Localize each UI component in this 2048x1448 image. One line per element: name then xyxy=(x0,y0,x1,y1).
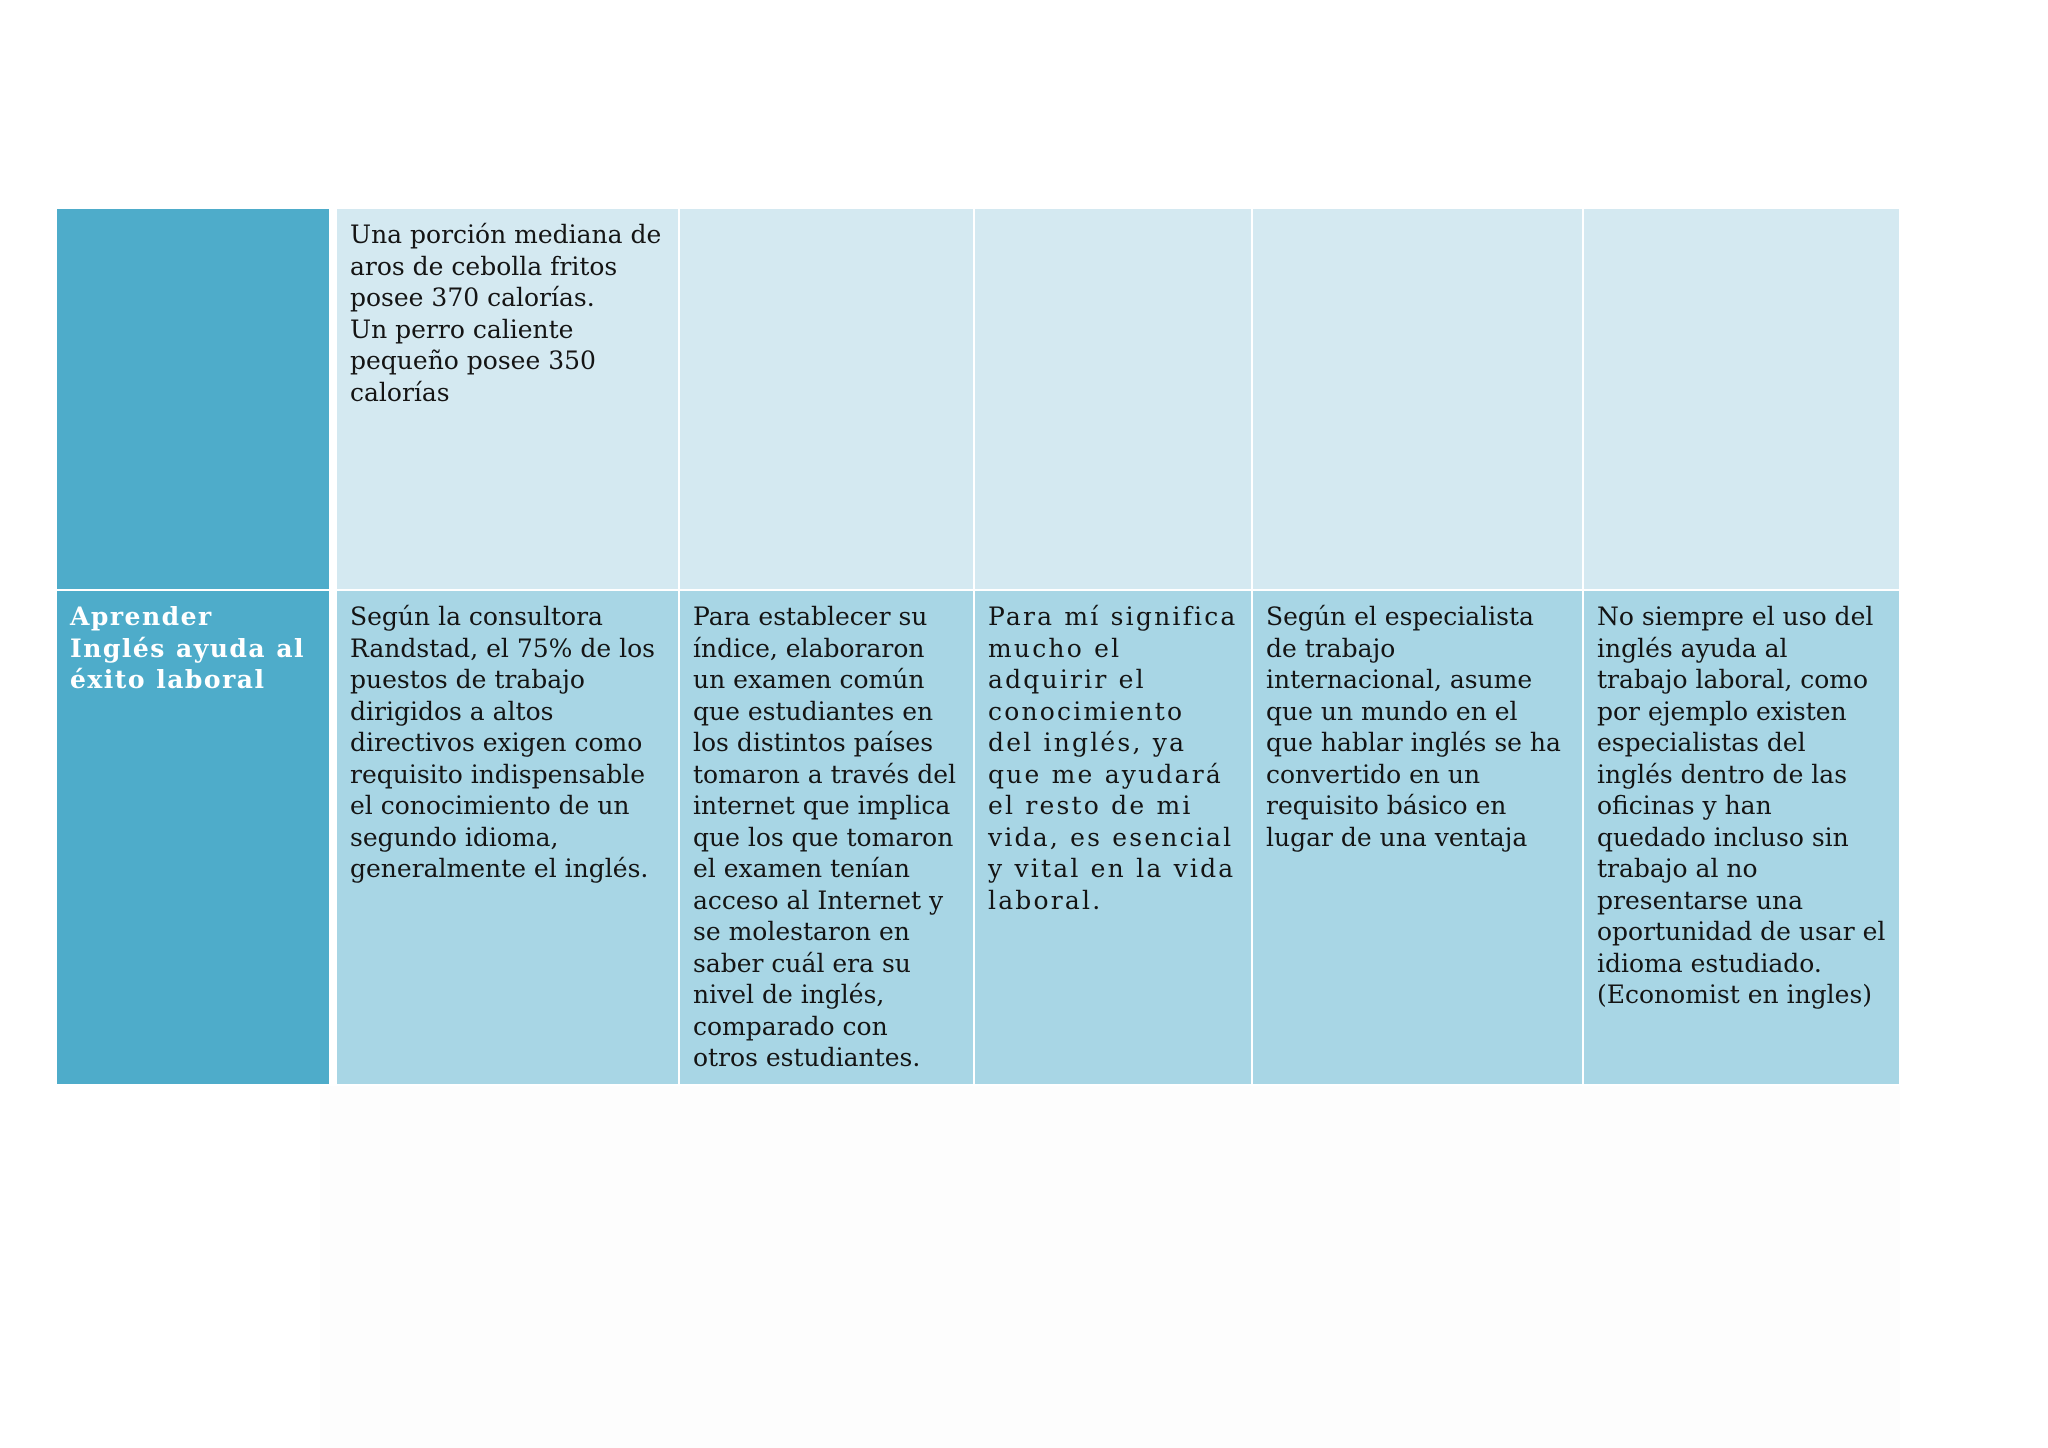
page-background-band xyxy=(320,1060,1900,1448)
table-cell: Una porción mediana de aros de cebolla fritos posee 370 calorías. Un perro caliente pequeño posee 350 calorías xyxy=(333,209,679,590)
table-cell: Para establecer su índice, elaboraron un examen común que estudiantes en los distintos países tomaron a través del internet que implica que los que tomaron el examen tenían acceso al Internet y se molestaron en saber cuál era su nivel de inglés, comparado con otros estudiantes. xyxy=(679,590,974,1085)
table-cell xyxy=(974,209,1252,590)
table-cell xyxy=(1583,209,1900,590)
table-cell xyxy=(1252,209,1583,590)
table-cell: No siempre el uso del inglés ayuda al trabajo laboral, como por ejemplo existen especialistas del inglés dentro de las oficinas y han quedado incluso sin trabajo al no presentarse una oportunidad de usar el idioma estudiado. (Economist en ingles) xyxy=(1583,590,1900,1085)
row-header-cell xyxy=(57,209,333,590)
table-row xyxy=(57,209,1900,590)
table-cell: Según el especialista de trabajo internacional, asume que un mundo en el que hablar inglés se ha convertido en un requisito básico en lugar de una ventaja xyxy=(1252,590,1583,1085)
table-row xyxy=(57,590,1900,1085)
table-cell: Según la consultora Randstad, el 75% de los puestos de trabajo dirigidos a altos directivos exigen como requisito indispensable el conocimiento de un segundo idioma, generalmente el inglés. xyxy=(333,590,679,1085)
table-cell xyxy=(679,209,974,590)
table-cell: Para mí significa mucho el adquirir el conocimiento del inglés, ya que me ayudará el resto de mi vida, es esencial y vital en la vida laboral. xyxy=(974,590,1252,1085)
comparison-table xyxy=(57,209,1901,1086)
row-header-cell: Aprender Inglés ayuda al éxito laboral xyxy=(57,590,333,1085)
